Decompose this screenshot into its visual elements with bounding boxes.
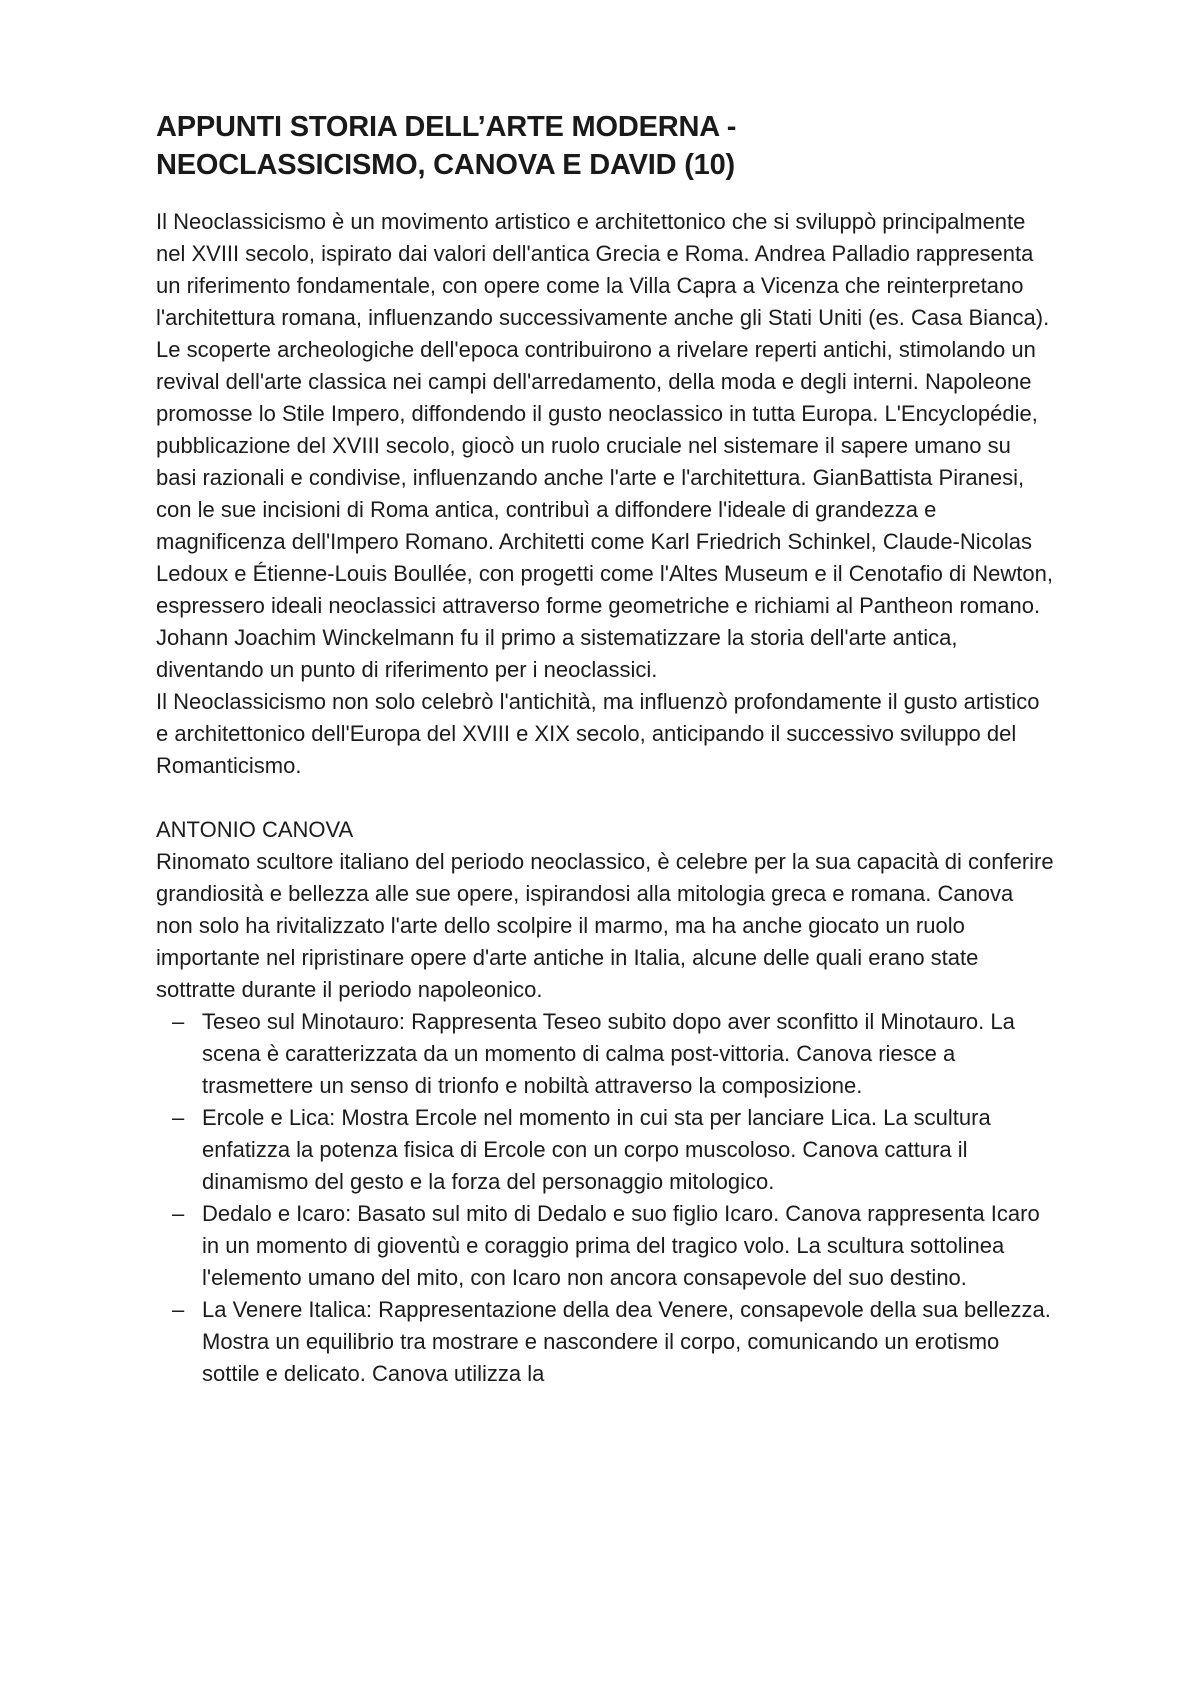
intro-paragraph-1: Il Neoclassicismo è un movimento artistico e architettonico che si sviluppò principalmente nel XVIII secolo, ispirato dai valori dell'antica Grecia e Roma. Andrea Palladio rappresenta un riferimento fondamentale, con opere come la Villa Capra a Vicenza che reinterpretano l'architettura romana, influenzando successivamente anche gli Stati Uniti (es. Casa Bianca). Le scoperte archeologiche dell'epoca contribuirono a rivelare reperti antichi, stimolando un revival dell'arte classica nei campi dell'arredamento, della moda e degli interni. Napoleone promosse lo Stile Impero, diffondendo il gusto neoclassico in tutta Europa. L'Encyclopédie, pubblicazione del XVIII secolo, giocò un ruolo cruciale nel sistemare il sapere umano su basi razionali e condivise, influenzando anche l'arte e l'architettura. GianBattista Piranesi, con le sue incisioni di Roma antica, contribuì a diffondere l'ideale di grandezza e magnificenza dell'Impero Romano. Architetti come Karl Friedrich Schinkel, Claude-Nicolas Ledoux e Étienne-Louis Boullée, con progetti come l'Altes Museum e il Cenotafio di Newton, espressero ideali neoclassici attraverso forme geometriche e richiami al Pantheon romano. Johann Joachim Winckelmann fu il primo a sistematizzare la storia dell'arte antica, diventando un punto di riferimento per i neoclassici.: [156, 209, 1053, 682]
bullet-dash: –: [172, 1009, 185, 1034]
canova-works-list: [156, 1006, 1056, 1390]
bullet-dash: –: [172, 1105, 185, 1130]
list-item: [156, 1102, 1056, 1198]
list-item: [156, 1198, 1056, 1294]
canova-paragraph: Rinomato scultore italiano del periodo neoclassico, è celebre per la sua capacità di conferire grandiosità e bellezza alle sue opere, ispirandosi alla mitologia greca e romana. Canova non solo ha rivitalizzato l'arte dello scolpire il marmo, ma ha anche giocato un ruolo importante nel ripristinare opere d'arte antiche in Italia, alcune delle quali erano state sottratte durante il periodo napoleonico.: [156, 849, 1054, 1002]
list-item: [156, 1006, 1056, 1102]
work-venere: La Venere Italica: Rappresentazione della dea Venere, consapevole della sua bellezza. Mostra un equilibrio tra mostrare e nascondere il corpo, comunicando un erotismo sottile e delicato. Canova utilizza la: [202, 1297, 1051, 1386]
document-title: [156, 108, 1056, 184]
canova-heading: ANTONIO CANOVA: [156, 817, 354, 842]
intro-paragraph-2: Il Neoclassicismo non solo celebrò l'antichità, ma influenzò profondamente il gusto artistico e architettonico dell'Europa del XVIII e XIX secolo, anticipando il successivo sviluppo del Romanticismo.: [156, 689, 1040, 778]
bullet-dash: –: [172, 1201, 185, 1226]
list-item: [156, 1294, 1056, 1390]
work-dedalo: Dedalo e Icaro: Basato sul mito di Dedalo e suo figlio Icaro. Canova rappresenta Icaro in un momento di gioventù e coraggio prima del tragico volo. La scultura sottolinea l'elemento umano del mito, con Icaro non ancora consapevole del suo destino.: [202, 1201, 1040, 1290]
document-page: [156, 108, 1056, 1390]
work-teseo: Teseo sul Minotauro: Rappresenta Teseo subito dopo aver sconfitto il Minotauro. La scena è caratterizzata da un momento di calma post-vittoria. Canova riesce a trasmettere un senso di trionfo e nobiltà attraverso la composizione.: [202, 1009, 1015, 1098]
title-line-1: APPUNTI STORIA DELL’ARTE MODERNA -: [156, 111, 737, 143]
section-spacer: [156, 782, 1056, 814]
title-line-2: NEOCLASSICISMO, CANOVA E DAVID (10): [156, 149, 735, 181]
bullet-dash: –: [172, 1297, 185, 1322]
work-ercole: Ercole e Lica: Mostra Ercole nel momento in cui sta per lanciare Lica. La scultura enfatizza la potenza fisica di Ercole con un corpo muscoloso. Canova cattura il dinamismo del gesto e la forza del personaggio mitologico.: [202, 1105, 991, 1194]
